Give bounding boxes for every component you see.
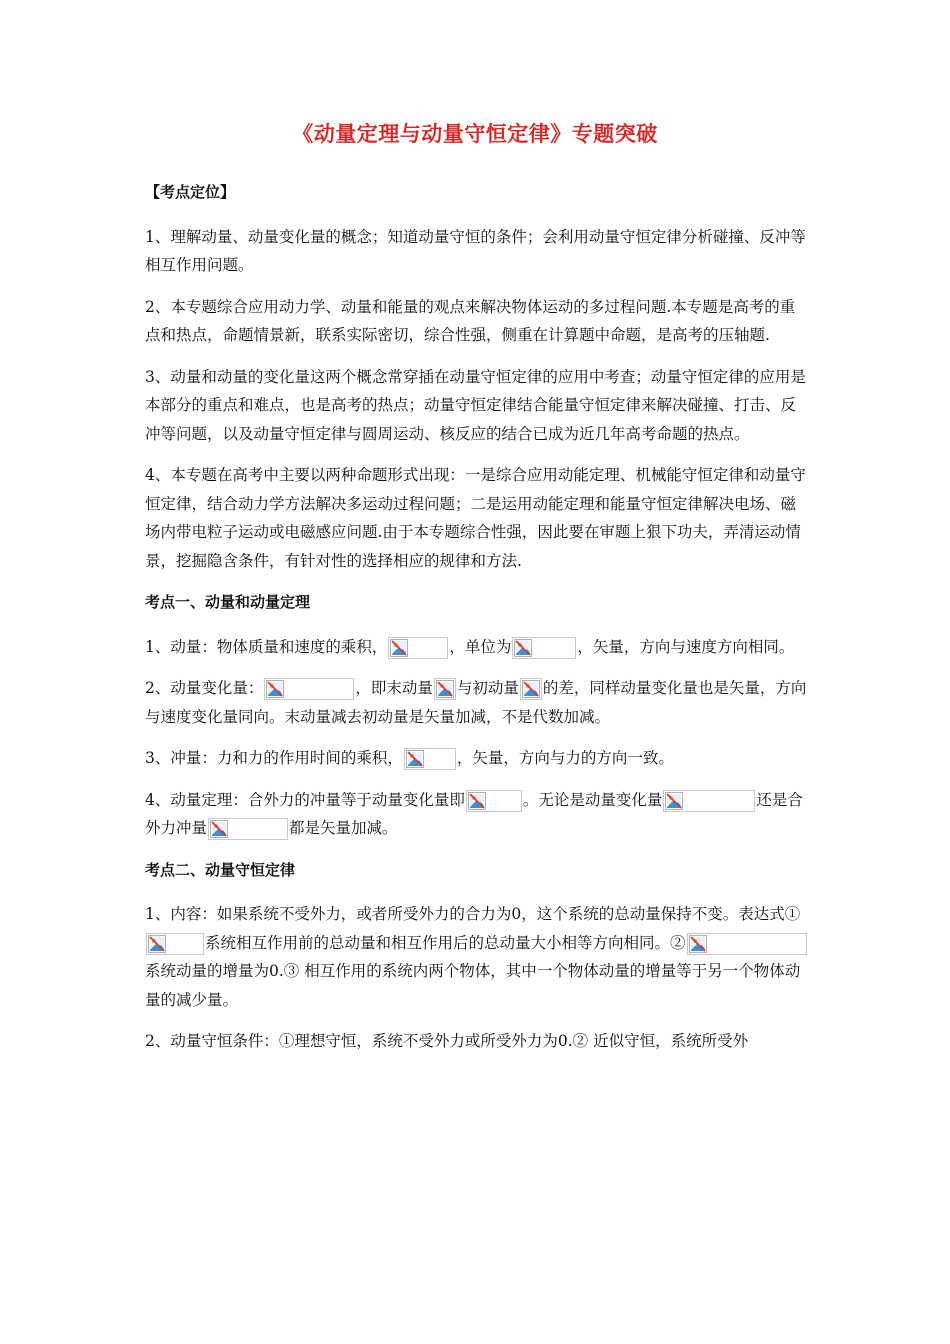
formula-image-icon — [404, 748, 456, 770]
formula-image-icon — [466, 790, 522, 812]
formula-image-icon — [687, 933, 807, 955]
formula-image-icon — [434, 678, 456, 700]
intro-paragraph-1: 1、理解动量、动量变化量的概念；知道动量守恒的条件；会利用动量守恒定律分析碰撞、反冲等相互作用问题。 — [145, 227, 806, 274]
formula-image-icon — [264, 678, 354, 700]
intro-paragraph-2: 2、本专题综合应用动力学、动量和能量的观点来解决物体运动的多过程问题.本专题是高考的重点和热点，命题情景新，联系实际密切，综合性强，侧重在计算题中命题，是高考的压轴题. — [145, 297, 796, 344]
momentum-theorem: 4、动量定理：合外力的冲量等于动量变化量即 。无论是动量变化量 还是合外力冲量 都是矢量加减。 — [145, 786, 810, 843]
formula-image-icon — [520, 678, 542, 700]
document-title: 《动量定理与动量守恒定律》专题突破 — [292, 122, 658, 146]
section2-heading: 考点二、动量守恒定律 — [145, 860, 296, 879]
intro-paragraph-3: 3、动量和动量的变化量这两个概念常穿插在动量守恒定律的应用中考查；动量守恒定律的应用是本部分的重点和难点，也是高考的热点；动量守恒定律结合能量守恒定律来解决碰撞、打击、反冲等问题，以及动量守恒定律与圆周运动、核反应的结合已成为近几年高考命题的热点。 — [145, 367, 806, 443]
momentum-definition: 1、动量：物体质量和速度的乘积， ，单位为 ，矢量，方向与速度方向相同。 — [145, 633, 810, 662]
momentum-change-definition: 2、动量变化量： ，即末动量 与初动量 的差，同样动量变化量也是矢量，方向与速度变化量同向。末动量减去初动量是矢量加减，不是代数加减。 — [145, 679, 807, 726]
formula-image-icon — [663, 790, 755, 812]
formula-image-icon — [146, 933, 204, 955]
kaodian-header: 【考点定位】 — [145, 183, 236, 201]
conservation-conditions: 2、动量守恒条件：①理想守恒，系统不受外力或所受外力为0.② 近似守恒，系统所受外 — [145, 1032, 749, 1050]
formula-image-icon — [388, 637, 448, 659]
impulse-definition: 3、冲量：力和力的作用时间的乘积， ，矢量，方向与力的方向一致。 — [145, 744, 810, 773]
formula-image-icon — [208, 818, 288, 840]
section1-heading: 考点一、动量和动量定理 — [145, 593, 311, 611]
intro-paragraph-4: 4、本专题在高考中主要以两种命题形式出现：一是综合应用动能定理、机械能守恒定律和动量守恒定律，结合动力学方法解决多运动过程问题；二是运用动能定理和能量守恒定律解决电场、磁场内带电粒子运动或电磁感应问题.由于本专题综合性强，因此要在审题上狠下功夫，弄清运动情景，挖掘隐含条件，有针对性的选择相应的规律和方法. — [145, 466, 806, 570]
conservation-content: 1、内容：如果系统不受外力，或者所受外力的合力为0，这个系统的总动量保持不变。表达式① 系统相互作用前的总动量和相互作用后的总动量大小相等方向相同。② 系统动量的增量为0.③ 相互作用的系统内两个物体，其中一个物体动量的增量等于另一个物体动量的减少量。 — [145, 900, 810, 1014]
formula-image-icon — [512, 637, 576, 659]
document-body — [145, 178, 810, 1069]
